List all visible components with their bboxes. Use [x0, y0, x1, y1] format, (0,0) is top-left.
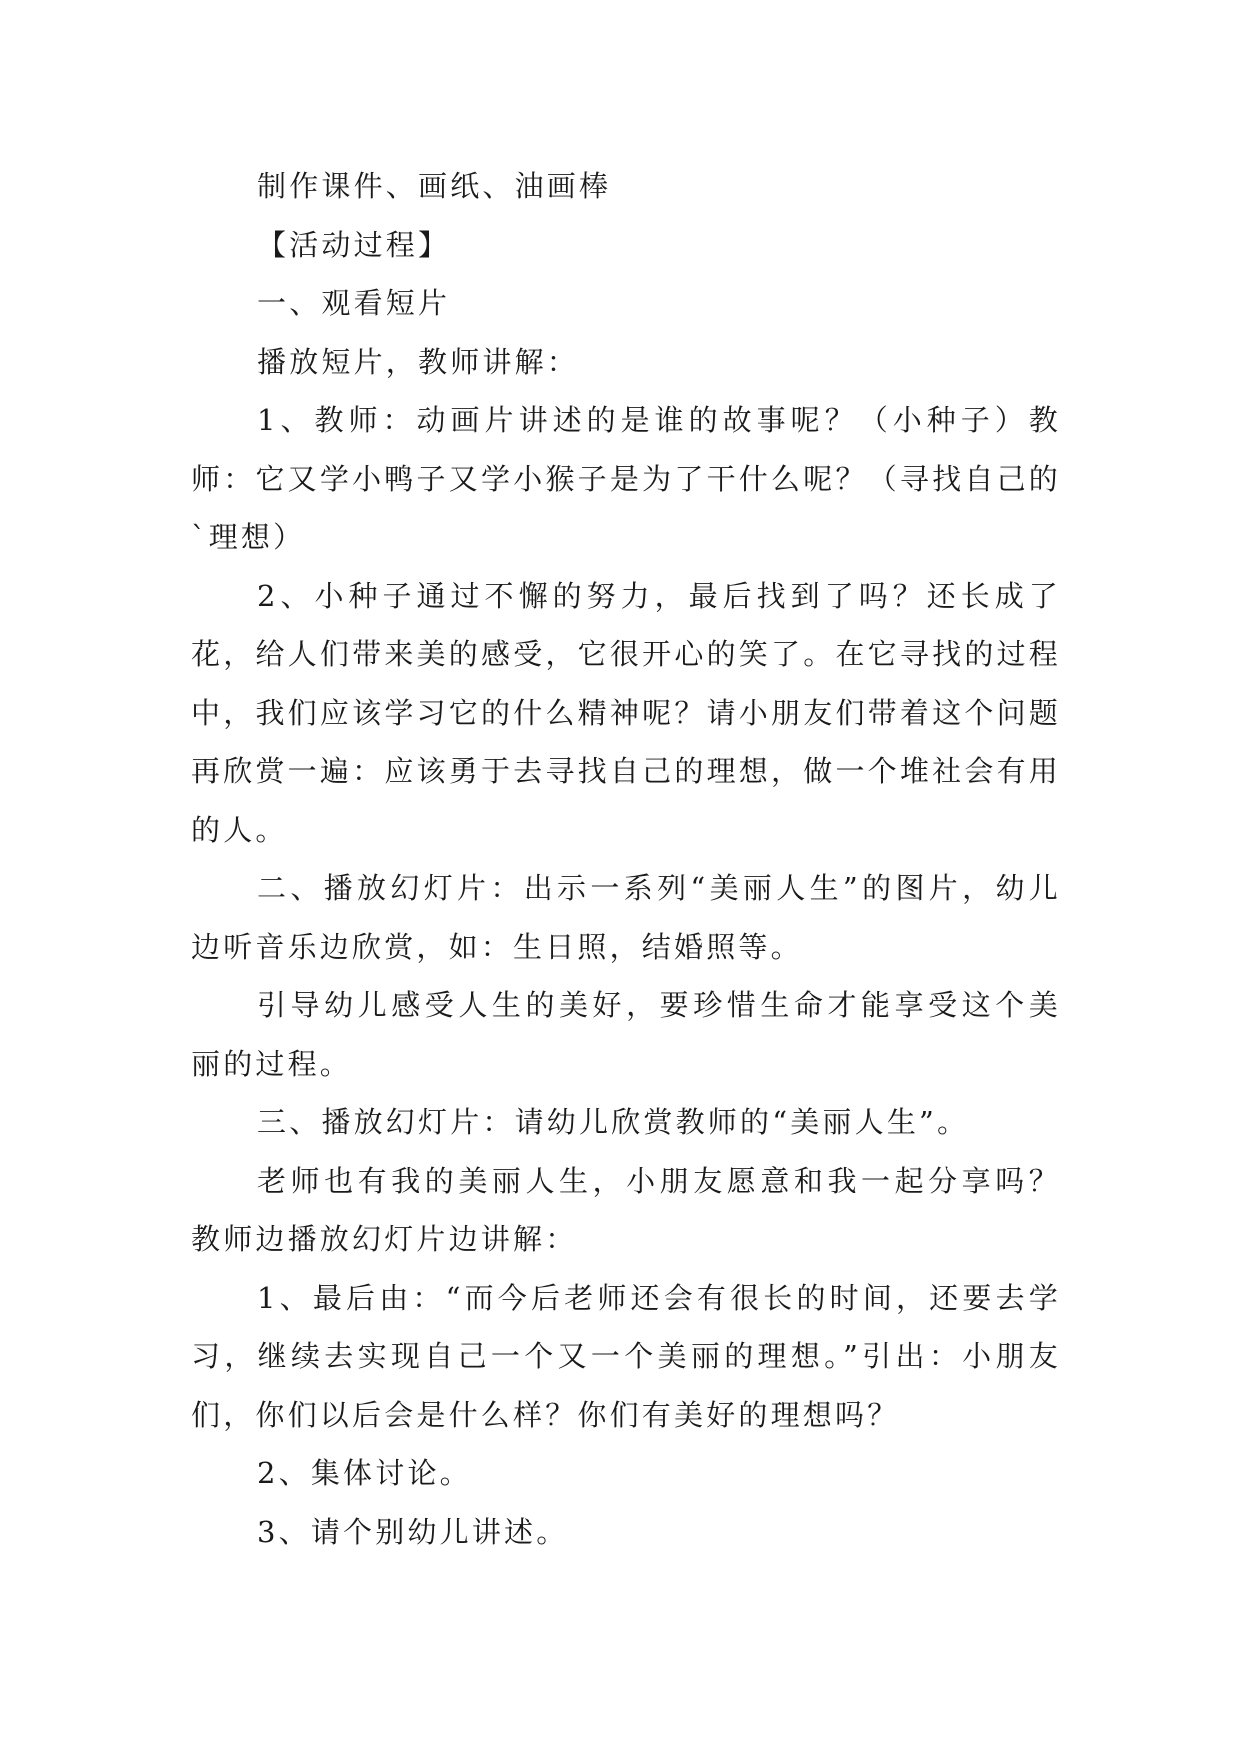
materials-line: 制作课件、画纸、油画棒 — [257, 169, 612, 203]
step-one-heading: 一、观看短片 — [257, 286, 451, 320]
paragraph-question-2: 2、小种子通过不懈的努力，最后找到了吗？还长成了花，给人们带来美的感受，它很开心的笑了。在它寻找的过程中，我们应该学习它的什么精神呢？请小朋友们带着这个问题再欣赏一遍：应该勇于去寻找自己的理想，做一个堆社会有用的人。 — [191, 578, 1061, 847]
document-body — [191, 157, 1061, 1561]
paragraph-play-clip: 播放短片，教师讲解： — [257, 344, 580, 379]
paragraph-teacher-share: 老师也有我的美丽人生，小朋友愿意和我一起分享吗？教师边播放幻灯片边讲解： — [191, 1163, 1061, 1256]
section-heading-activity-process: 【活动过程】 — [257, 227, 451, 262]
paragraph-item-1: 1、最后由：“而今后老师还会有很长的时间，还要去学习，继续去实现自己一个又一个美丽的理想。”引出：小朋友们，你们以后会是什么样？你们有美好的理想吗？ — [191, 1280, 1061, 1432]
paragraph-question-1: 1、教师：动画片讲述的是谁的故事呢？（小种子）教师：它又学小鸭子又学小猴子是为了干什么呢？（寻找自己的`理想） — [191, 403, 1061, 554]
paragraph-item-3: 3、请个别幼儿讲述。 — [257, 1514, 569, 1549]
step-two-paragraph: 二、播放幻灯片：出示一系列“美丽人生”的图片，幼儿边听音乐边欣赏，如：生日照，结婚照等。 — [191, 871, 1061, 964]
paragraph-guide: 引导幼儿感受人生的美好，要珍惜生命才能享受这个美丽的过程。 — [191, 988, 1061, 1081]
paragraph-item-2: 2、集体讨论。 — [257, 1456, 472, 1490]
step-three-paragraph: 三、播放幻灯片：请幼儿欣赏教师的“美丽人生”。 — [257, 1105, 970, 1139]
